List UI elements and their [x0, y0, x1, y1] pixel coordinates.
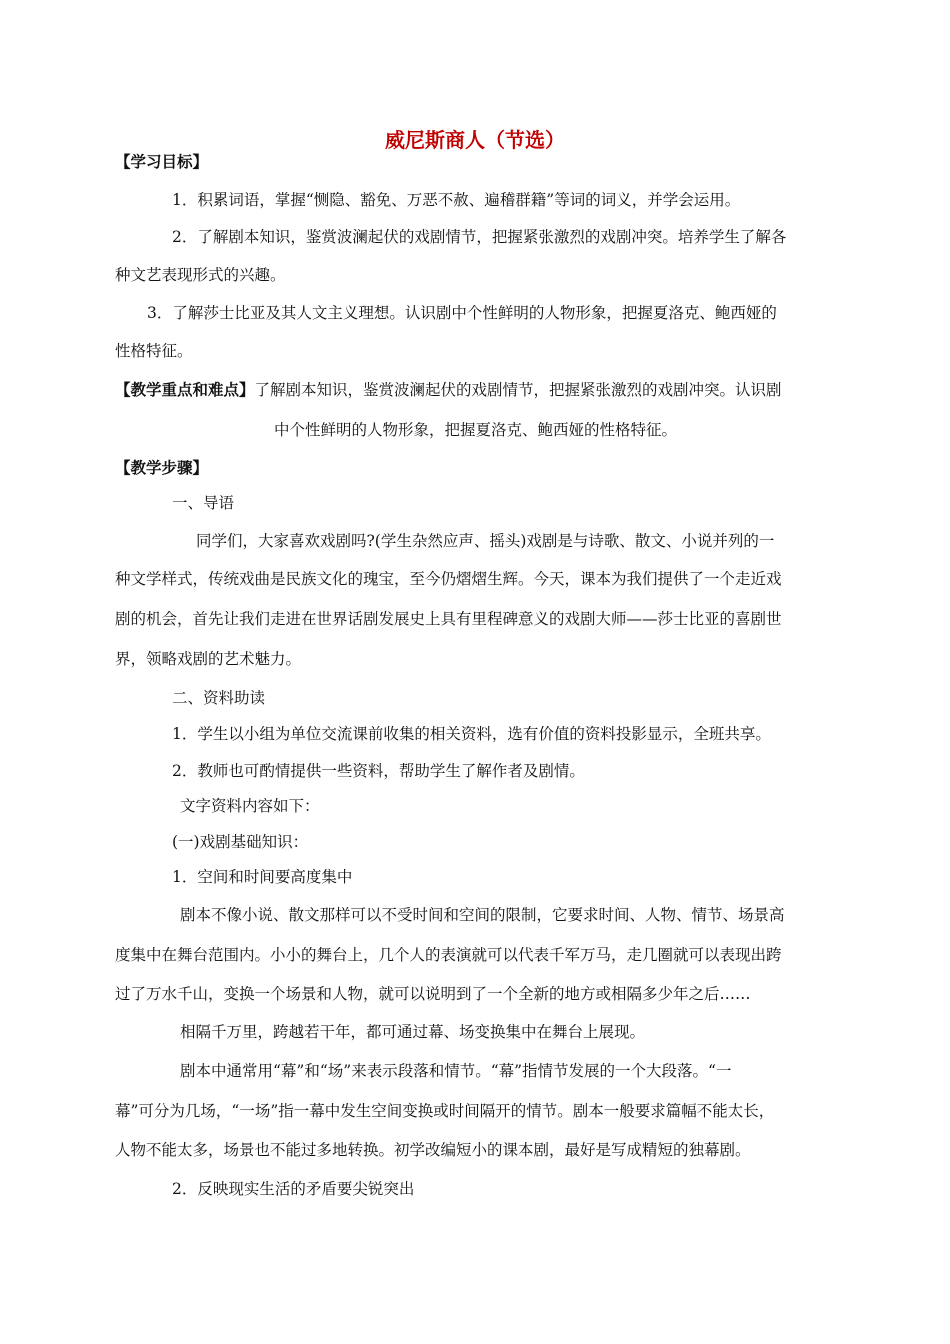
objective-1: 1．积累词语，掌握“恻隐、豁免、万恶不赦、遍稽群籍”等词的词义，并学会运用。 — [172, 191, 741, 209]
objectives-heading: 【学习目标】 — [115, 152, 209, 171]
key-points-heading: 【教学重点和难点】 — [115, 380, 255, 399]
key-points-text: 了解剧本知识，鉴赏波澜起伏的戏剧情节，把握紧张激烈的戏剧冲突。认识剧 — [254, 381, 782, 399]
materials-intro: 文字资料内容如下： — [180, 797, 320, 815]
materials-item-2: 2．教师也可酌情提供一些资料，帮助学生了解作者及剧情。 — [172, 762, 585, 780]
page-title: 威尼斯商人（节选） — [385, 128, 565, 152]
paragraph-2: 相隔千万里，跨越若干年，都可通过幕、场变换集中在舞台上展现。 — [180, 1023, 646, 1041]
key-points-line-1 — [115, 380, 782, 400]
paragraph-1-line-1: 剧本不像小说、散文那样可以不受时间和空间的限制，它要求时间、人物、情节、场景高 — [180, 906, 785, 924]
steps-heading: 【教学步骤】 — [115, 458, 209, 477]
basics-point-2: 2．反映现实生活的矛盾要尖锐突出 — [172, 1180, 415, 1198]
section-intro-heading: 一、导语 — [172, 494, 235, 512]
intro-line-4: 界，领略戏剧的艺术魅力。 — [115, 650, 302, 668]
basics-point-1: 1．空间和时间要高度集中 — [172, 868, 353, 886]
objective-2-line-1: 2．了解剧本知识，鉴赏波澜起伏的戏剧情节，把握紧张激烈的戏剧冲突。培养学生了解各 — [172, 228, 787, 246]
section-materials-heading: 二、资料助读 — [172, 689, 266, 707]
paragraph-3-line-3: 人物不能太多，场景也不能过多地转换。初学改编短小的课本剧，最好是写成精短的独幕剧。 — [115, 1141, 751, 1159]
objective-3-line-1: 3．了解莎士比亚及其人文主义理想。认识剧中个性鲜明的人物形象，把握夏洛克、鲍西娅的 — [147, 304, 777, 322]
intro-line-1: 同学们，大家喜欢戏剧吗?(学生杂然应声、摇头)戏剧是与诗歌、散文、小说并列的一 — [196, 532, 775, 550]
paragraph-1-line-2: 度集中在舞台范围内。小小的舞台上，几个人的表演就可以代表千军万马，走几圈就可以表现出跨 — [115, 946, 782, 964]
intro-line-2: 种文学样式，传统戏曲是民族文化的瑰宝，至今仍熠熠生辉。今天，课本为我们提供了一个走近戏 — [115, 570, 782, 588]
objective-2-line-2: 种文艺表现形式的兴趣。 — [115, 266, 286, 284]
paragraph-1-line-3: 过了万水千山，变换一个场景和人物，就可以说明到了一个全新的地方或相隔多少年之后…… — [115, 985, 751, 1003]
intro-line-3: 剧的机会，首先让我们走进在世界话剧发展史上具有里程碑意义的戏剧大师——莎士比亚的喜剧世 — [115, 610, 782, 628]
subsection-drama-basics: (一)戏剧基础知识： — [172, 833, 309, 851]
paragraph-3-line-2: 幕”可分为几场，“一场”指一幕中发生空间变换或时间隔开的情节。剧本一般要求篇幅不能太长， — [115, 1102, 775, 1120]
objective-3-line-2: 性格特征。 — [115, 342, 193, 360]
key-points-line-2: 中个性鲜明的人物形象，把握夏洛克、鲍西娅的性格特征。 — [274, 421, 678, 439]
materials-item-1: 1．学生以小组为单位交流课前收集的相关资料，选有价值的资料投影显示，全班共享。 — [172, 725, 771, 743]
paragraph-3-line-1: 剧本中通常用“幕”和“场”来表示段落和情节。“幕”指情节发展的一个大段落。“一 — [180, 1062, 732, 1080]
